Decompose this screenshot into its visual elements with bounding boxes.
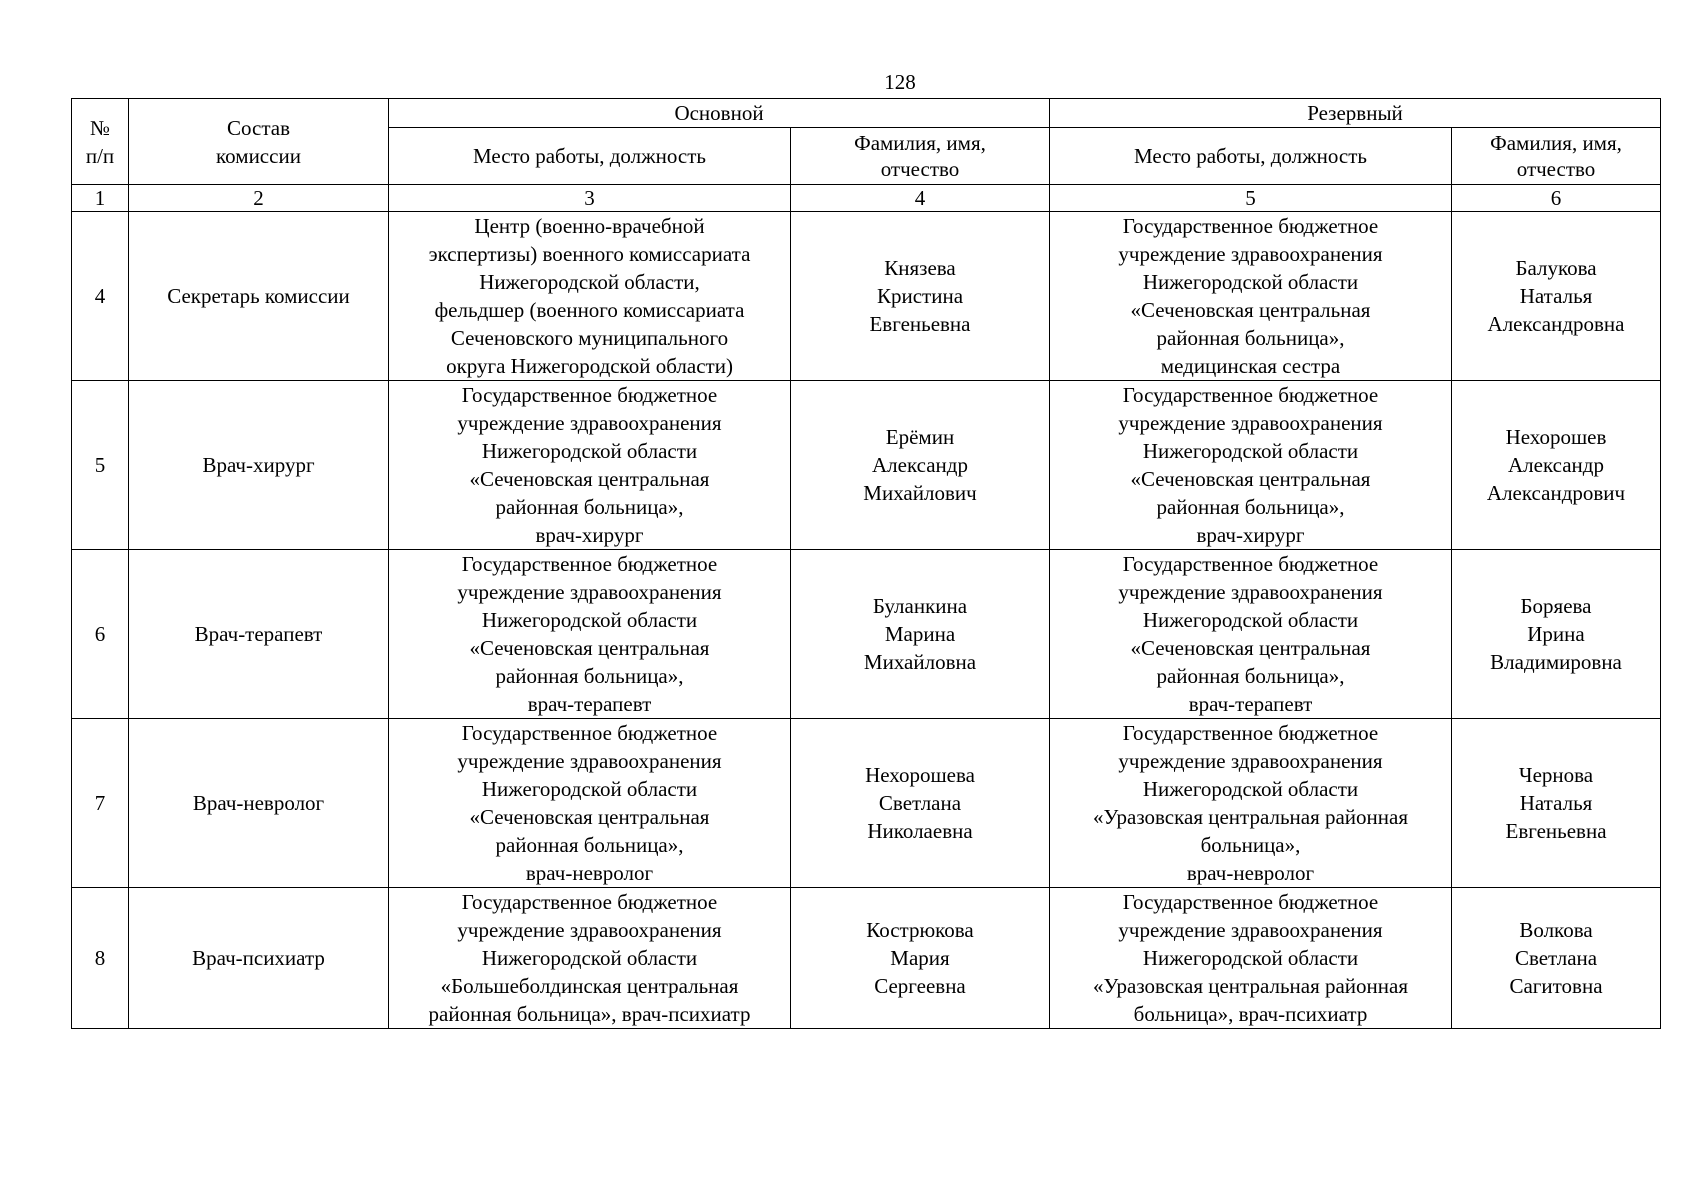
column-number: 3 (389, 185, 791, 212)
table-row (72, 381, 1661, 550)
row-role: Секретарь комиссии (129, 212, 389, 381)
row-main-workplace: Государственное бюджетное учреждение здравоохранения Нижегородской области «Большеболдинская центральная районная больница», врач-психиатр (389, 888, 791, 1029)
row-role: Врач-хирург (129, 381, 389, 550)
table-row (72, 719, 1661, 888)
header-main: Основной (389, 99, 1050, 128)
table-row (72, 212, 1661, 381)
header-reserve: Резервный (1050, 99, 1661, 128)
row-main-workplace: Государственное бюджетное учреждение здравоохранения Нижегородской области «Сеченовская центральная районная больница», врач-хирург (389, 381, 791, 550)
row-role: Врач-психиатр (129, 888, 389, 1029)
row-reserve-workplace: Государственное бюджетное учреждение здравоохранения Нижегородской области «Уразовская центральная районная больница», врач-невролог (1050, 719, 1452, 888)
table-row (72, 550, 1661, 719)
row-role: Врач-терапевт (129, 550, 389, 719)
row-reserve-name: Волкова Светлана Сагитовна (1452, 888, 1661, 1029)
column-number: 6 (1452, 185, 1661, 212)
page-number: 128 (884, 70, 916, 94)
header-main-workplace: Место работы, должность (389, 128, 791, 185)
header-num: № п/п (72, 99, 129, 185)
header-row-top (72, 99, 1661, 128)
row-main-workplace: Центр (военно-врачебной экспертизы) военного комиссариата Нижегородской области, фельдшер (военного комиссариата Сеченовского муниципального округа Нижегородской области) (389, 212, 791, 381)
row-num: 8 (72, 888, 129, 1029)
row-reserve-workplace: Государственное бюджетное учреждение здравоохранения Нижегородской области «Сеченовская центральная районная больница», врач-хирург (1050, 381, 1452, 550)
row-role: Врач-невролог (129, 719, 389, 888)
column-number: 5 (1050, 185, 1452, 212)
row-reserve-workplace: Государственное бюджетное учреждение здравоохранения Нижегородской области «Уразовская центральная районная больница», врач-психиатр (1050, 888, 1452, 1029)
row-num: 7 (72, 719, 129, 888)
column-number: 1 (72, 185, 129, 212)
row-reserve-workplace: Государственное бюджетное учреждение здравоохранения Нижегородской области «Сеченовская центральная районная больница», врач-терапевт (1050, 550, 1452, 719)
row-num: 6 (72, 550, 129, 719)
commission-table (71, 98, 1661, 1029)
row-num: 4 (72, 212, 129, 381)
header-composition: Состав комиссии (129, 99, 389, 185)
row-main-workplace: Государственное бюджетное учреждение здравоохранения Нижегородской области «Сеченовская центральная районная больница», врач-невролог (389, 719, 791, 888)
row-main-name: Князева Кристина Евгеньевна (791, 212, 1050, 381)
row-reserve-name: Балукова Наталья Александровна (1452, 212, 1661, 381)
row-reserve-name: Чернова Наталья Евгеньевна (1452, 719, 1661, 888)
row-reserve-workplace: Государственное бюджетное учреждение здравоохранения Нижегородской области «Сеченовская центральная районная больница», медицинская сестра (1050, 212, 1452, 381)
header-main-name: Фамилия, имя, отчество (791, 128, 1050, 185)
row-num: 5 (72, 381, 129, 550)
row-reserve-name: Боряева Ирина Владимировна (1452, 550, 1661, 719)
header-reserve-workplace: Место работы, должность (1050, 128, 1452, 185)
row-main-name: Буланкина Марина Михайловна (791, 550, 1050, 719)
column-number-row (72, 185, 1661, 212)
row-reserve-name: Нехорошев Александр Александрович (1452, 381, 1661, 550)
column-number: 4 (791, 185, 1050, 212)
row-main-workplace: Государственное бюджетное учреждение здравоохранения Нижегородской области «Сеченовская центральная районная больница», врач-терапевт (389, 550, 791, 719)
row-main-name: Нехорошева Светлана Николаевна (791, 719, 1050, 888)
table-row (72, 888, 1661, 1029)
row-main-name: Кострюкова Мария Сергеевна (791, 888, 1050, 1029)
column-number: 2 (129, 185, 389, 212)
row-main-name: Ерёмин Александр Михайлович (791, 381, 1050, 550)
header-reserve-name: Фамилия, имя, отчество (1452, 128, 1661, 185)
